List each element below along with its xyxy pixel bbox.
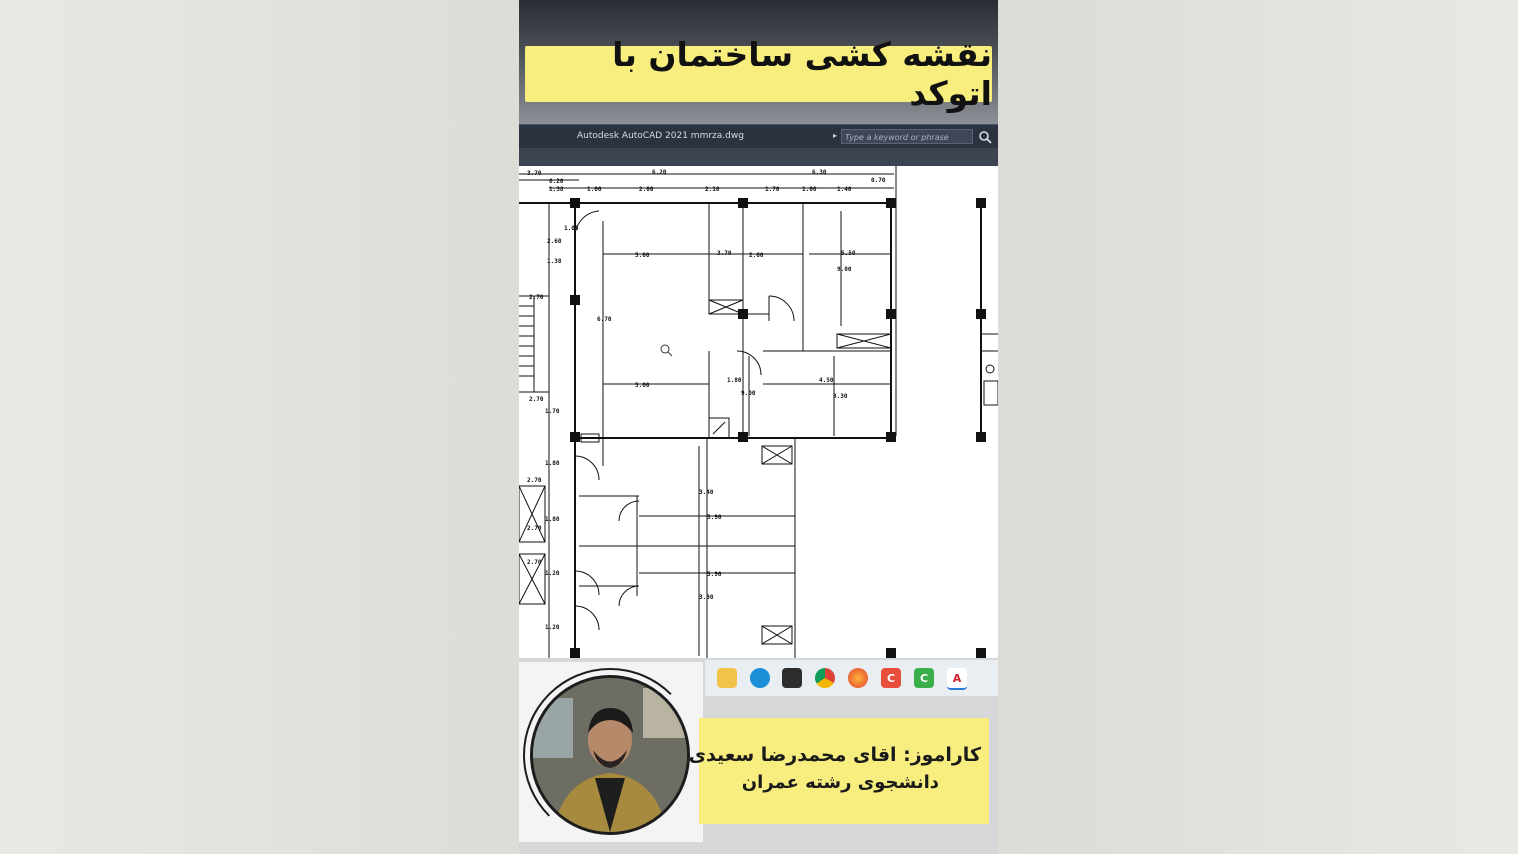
dim-label: 3.40 <box>699 489 714 496</box>
dim-label: 2.70 <box>527 525 542 532</box>
video-frame <box>519 0 998 854</box>
dim-label: 1.20 <box>545 624 560 631</box>
dim-label: 3.30 <box>833 393 848 400</box>
dim-label: 1.40 <box>837 186 852 193</box>
dim-label: 4.50 <box>819 377 834 384</box>
search-icon[interactable] <box>978 130 992 144</box>
dim-label: 5.90 <box>707 514 722 521</box>
dim-label: 1.70 <box>765 186 780 193</box>
presenter-name: کاراموز: اقای محمدرضا سعیدی <box>688 744 981 766</box>
dim-label: 5.00 <box>635 382 650 389</box>
dim-label: 1.20 <box>545 570 560 577</box>
dim-label: 9.00 <box>837 266 852 273</box>
title-banner <box>525 35 992 113</box>
title-text: نقشه کشی ساختمان با اتوکد <box>612 35 992 113</box>
person-silhouette-icon <box>533 678 687 832</box>
dimension-labels <box>519 166 998 658</box>
autocad-titlebar <box>519 124 998 149</box>
dim-label: 5.00 <box>635 252 650 259</box>
camtasia-recorder-icon[interactable]: C <box>914 668 934 688</box>
dim-label: 1.00 <box>802 186 817 193</box>
dim-label: 2.70 <box>529 294 544 301</box>
dim-label: 0.70 <box>871 177 886 184</box>
dim-label: 6.20 <box>549 178 564 185</box>
dim-label: 2.60 <box>547 238 562 245</box>
search-expand-arrow-icon[interactable]: ▸ <box>833 131 838 140</box>
presenter-field: دانشجوی رشته عمران <box>741 772 939 793</box>
avatar-card <box>519 662 703 842</box>
background-left <box>0 0 519 854</box>
dim-label: 6.70 <box>597 316 612 323</box>
dim-label: 1.38 <box>547 258 562 265</box>
presenter-name-box <box>688 718 989 824</box>
camtasia-icon[interactable]: C <box>881 668 901 688</box>
dim-label: 2.10 <box>705 186 720 193</box>
dim-label: 3.70 <box>527 170 542 177</box>
folder-icon[interactable] <box>717 668 737 688</box>
dim-label: 1.80 <box>545 516 560 523</box>
dim-label: 3.30 <box>699 594 714 601</box>
dim-label: 5.90 <box>707 571 722 578</box>
background-right <box>998 0 1518 854</box>
dim-label: 1.00 <box>587 186 602 193</box>
autocad-ribbon-strip <box>519 148 998 167</box>
store-icon[interactable] <box>782 668 802 688</box>
dim-label: 1.00 <box>564 225 579 232</box>
windows-taskbar <box>705 660 998 696</box>
dim-label: 5.50 <box>841 250 856 257</box>
chrome-icon[interactable] <box>815 668 835 688</box>
dim-label: 1.80 <box>727 377 742 384</box>
dim-label: 2.00 <box>639 186 654 193</box>
dim-label: 3.70 <box>717 250 732 257</box>
dim-label: 6.30 <box>812 169 827 176</box>
dim-label: 2.70 <box>527 477 542 484</box>
window-title: Autodesk AutoCAD 2021 mmrza.dwg <box>577 131 744 141</box>
dim-label: 1.70 <box>545 408 560 415</box>
presenter-panel <box>519 658 998 854</box>
edge-icon[interactable] <box>750 668 770 688</box>
firefox-icon[interactable] <box>848 668 868 688</box>
presenter-avatar <box>530 675 690 835</box>
autocad-icon[interactable]: A <box>947 668 967 690</box>
drawing-canvas[interactable] <box>519 166 998 658</box>
dim-label: 1.80 <box>545 460 560 467</box>
dim-label: 2.60 <box>749 252 764 259</box>
dim-label: 6.20 <box>652 169 667 176</box>
dim-label: 2.70 <box>527 559 542 566</box>
search-input[interactable]: Type a keyword or phrase <box>841 129 973 144</box>
dim-label: 2.70 <box>529 396 544 403</box>
dim-label: 9.00 <box>741 390 756 397</box>
dim-label: 1.38 <box>549 186 564 193</box>
